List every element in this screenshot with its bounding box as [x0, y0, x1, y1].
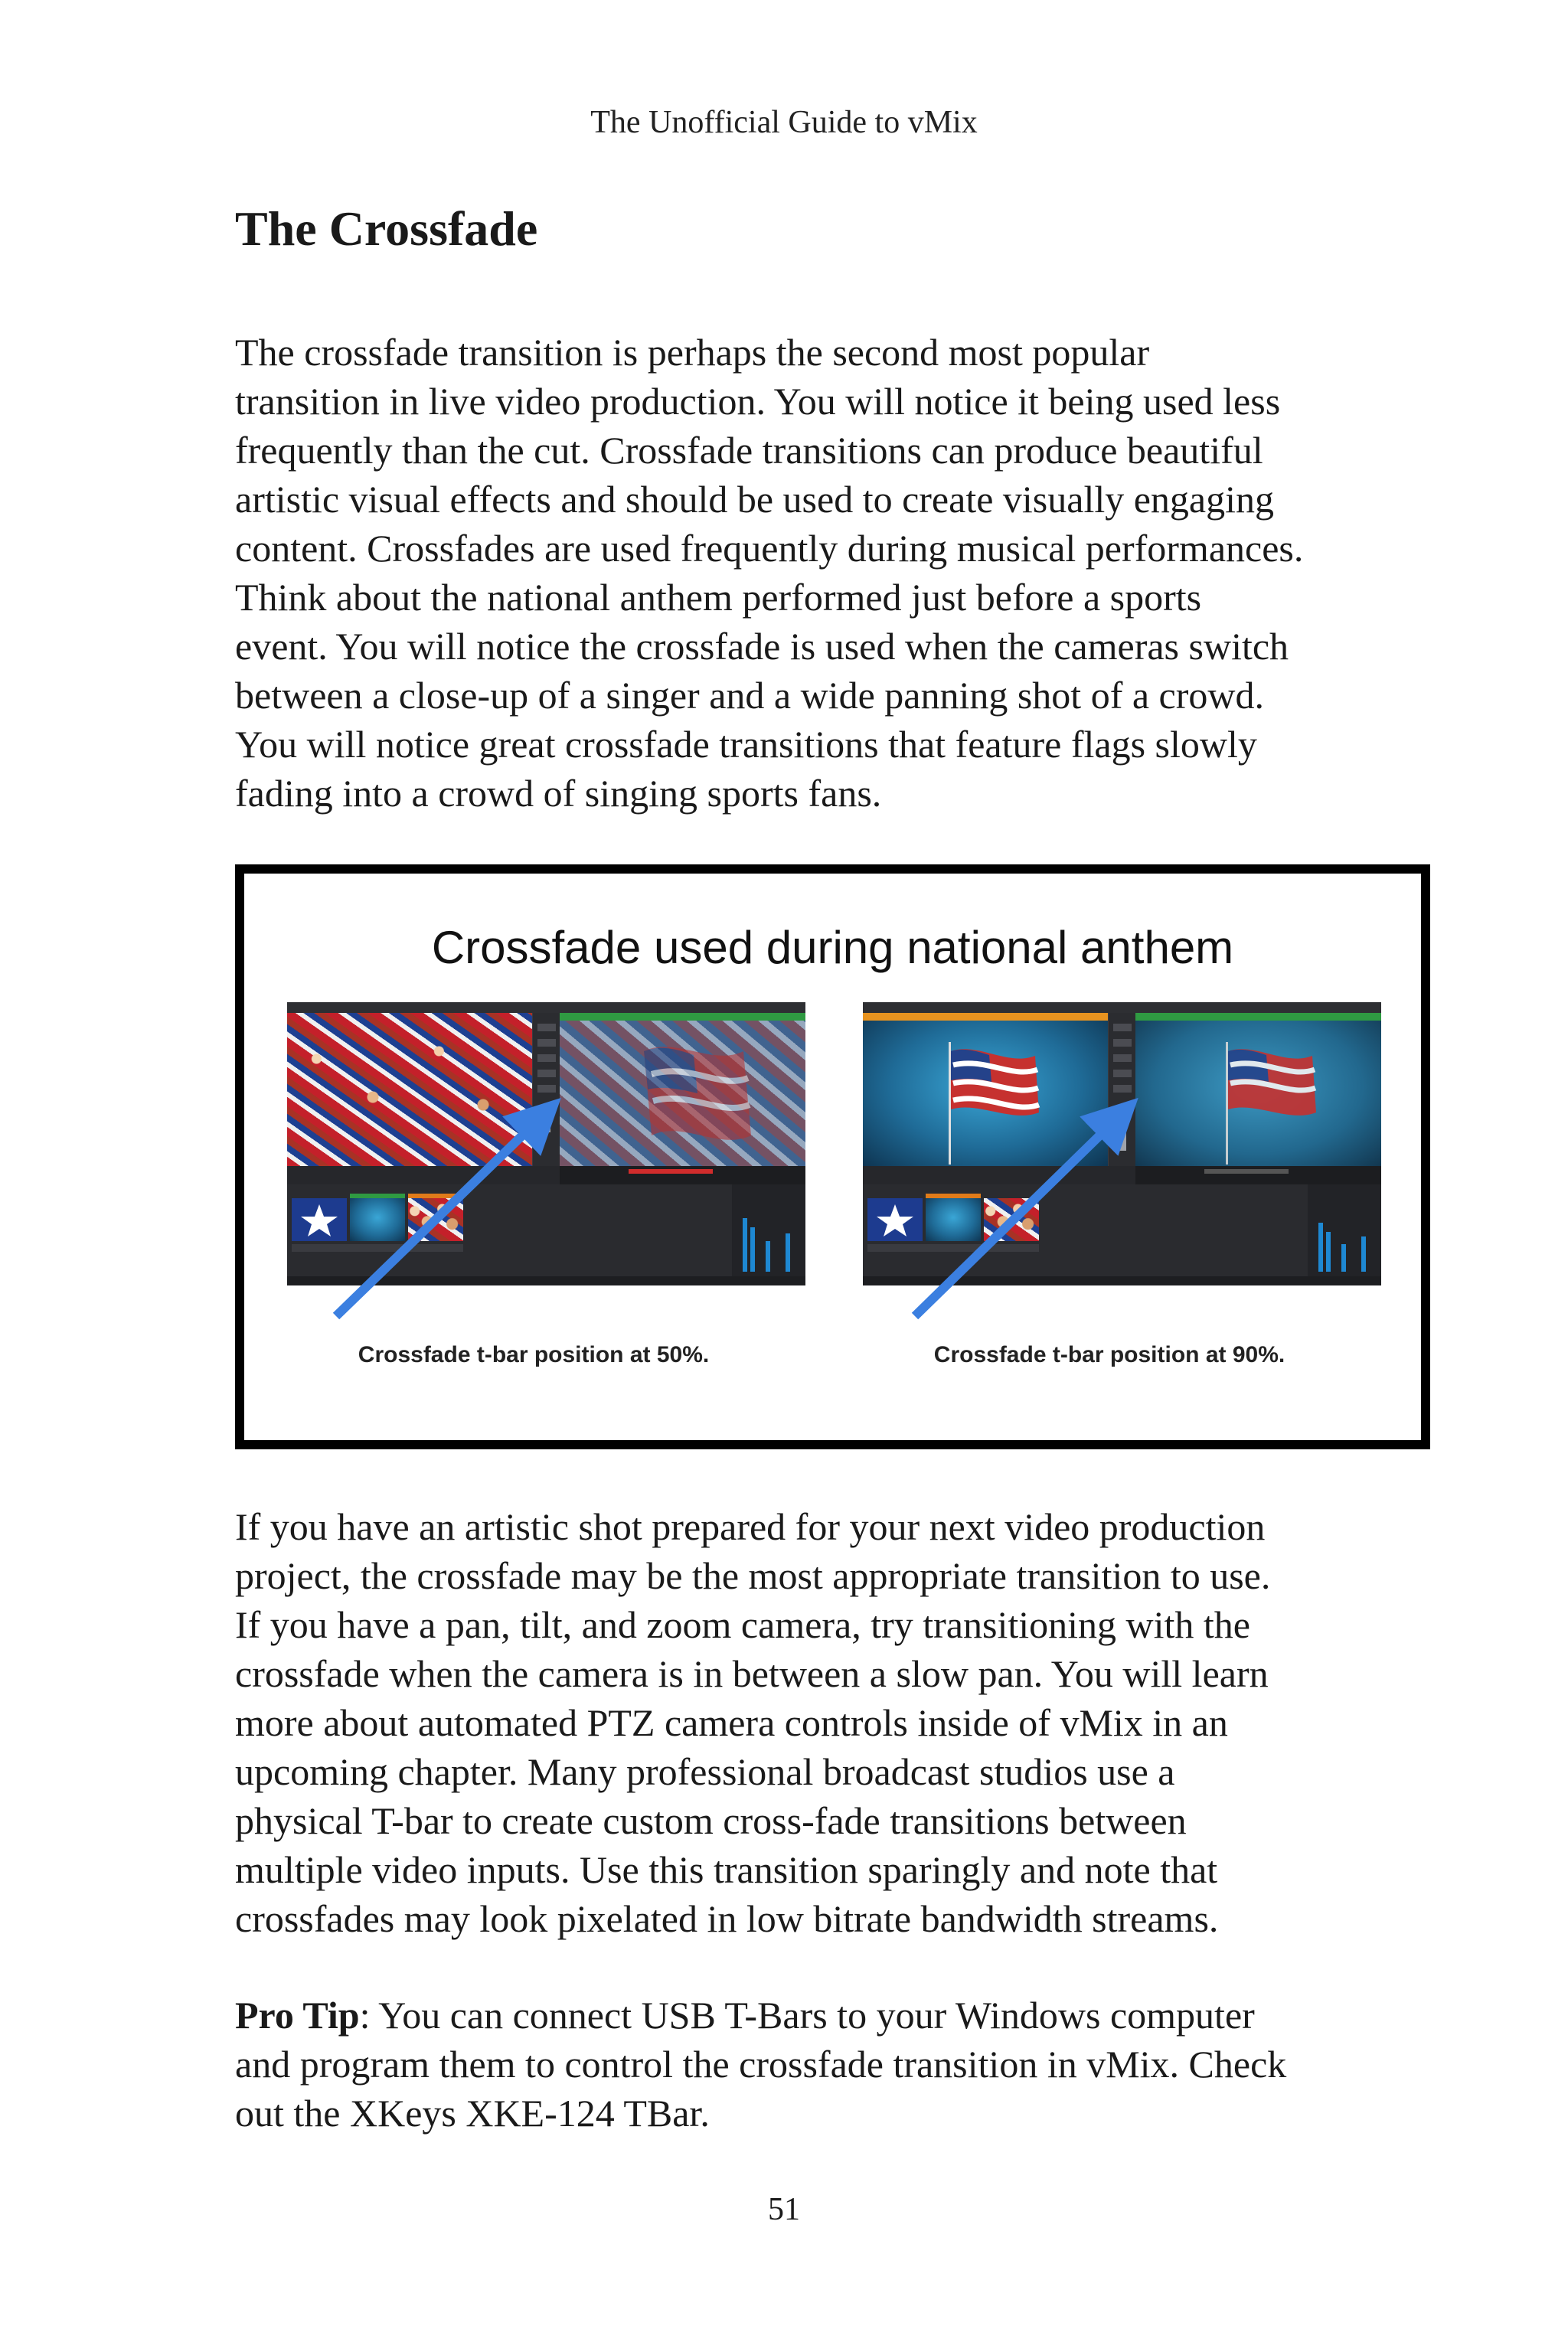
pro-tip-line: out the XKeys XKE-124 TBar.: [235, 2092, 710, 2135]
input-thumb-star: [867, 1198, 923, 1241]
text-line: crossfade when the camera is in between a slow pan. You will learn: [235, 1652, 1269, 1695]
input-thumb-crowd: [408, 1198, 463, 1241]
transition-button: [1113, 1085, 1132, 1093]
timecode-bar: [629, 1169, 713, 1174]
output-status-bar: [560, 1166, 805, 1184]
body-paragraph: [235, 1502, 1429, 1943]
transition-button: [537, 1039, 556, 1047]
input-thumb-star: [292, 1198, 347, 1241]
audio-mixer: [1308, 1184, 1381, 1285]
audio-meter: [1326, 1232, 1331, 1272]
vmix-screenshot-90: [863, 1002, 1381, 1285]
intro-paragraph: [235, 328, 1429, 818]
pro-tip-line: and program them to control the crossfade transition in vMix. Check: [235, 2043, 1287, 2086]
audio-meter: [1341, 1244, 1346, 1272]
text-line: more about automated PTZ camera controls inside of vMix in an: [235, 1701, 1228, 1744]
output-status-bar: [1135, 1166, 1381, 1184]
pro-tip: [235, 1991, 1429, 2138]
timecode-bar: [1204, 1169, 1289, 1174]
flag-overlay: [560, 1021, 805, 1166]
running-header: The Unofficial Guide to vMix: [590, 105, 978, 140]
caption-left: Crossfade t-bar position at 50%.: [358, 1342, 710, 1367]
input-tray: [863, 1184, 1381, 1285]
text-line: transition in live video production. You will notice it being used less: [235, 380, 1281, 423]
preview-tag: [350, 1194, 405, 1198]
crossfade-figure: [235, 864, 1430, 1449]
output-blend: [1135, 1021, 1381, 1166]
transition-button: [1113, 1070, 1132, 1077]
audio-meter: [786, 1233, 790, 1272]
status-bar: [287, 1276, 805, 1285]
text-line: content. Crossfades are used frequently during musical performances.: [235, 527, 1304, 570]
audio-meter: [1361, 1236, 1366, 1272]
input-controls-strip: [292, 1244, 463, 1252]
text-line: upcoming chapter. Many professional broadcast studios use a: [235, 1750, 1175, 1793]
text-line: You will notice great crossfade transitions that feature flags slowly: [235, 723, 1257, 766]
transition-button: [537, 1024, 556, 1031]
t-bar-handle: [543, 1105, 550, 1132]
input-thumb-crowd: [984, 1198, 1039, 1241]
output-blend: [560, 1021, 805, 1166]
star-icon: [292, 1198, 347, 1241]
audio-meter: [1318, 1223, 1323, 1272]
input-thumb-flag: [926, 1198, 981, 1241]
vmix-screenshot-50: [287, 1002, 805, 1285]
text-line: The crossfade transition is perhaps the second most popular: [235, 331, 1150, 374]
program-tag: [926, 1194, 981, 1198]
text-line: Think about the national anthem performed just before a sports: [235, 576, 1202, 619]
preview-flag: [863, 1021, 1108, 1166]
text-line: physical T-bar to create custom cross-fade transitions between: [235, 1799, 1187, 1842]
text-line: artistic visual effects and should be used to create visually engaging: [235, 478, 1275, 521]
t-bar-handle: [1119, 1123, 1126, 1151]
text-line: project, the crossfade may be the most appropriate transition to use.: [235, 1554, 1271, 1597]
status-bar: [863, 1276, 1381, 1285]
input-controls-strip: [867, 1244, 1039, 1252]
figure-title: Crossfade used during national anthem: [431, 922, 1234, 973]
output-header: [560, 1013, 805, 1021]
section-title: The Crossfade: [235, 201, 538, 256]
text-line: event. You will notice the crossfade is used when the cameras switch: [235, 625, 1289, 668]
pro-tip-line: [235, 1991, 1429, 2040]
transition-button: [1113, 1024, 1132, 1031]
audio-meter: [766, 1241, 770, 1272]
preview-crowd: [287, 1013, 532, 1166]
transition-controls: [1108, 1013, 1136, 1166]
input-tray: [287, 1184, 805, 1285]
transition-button: [1113, 1054, 1132, 1062]
text-line: If you have an artistic shot prepared for your next video production: [235, 1505, 1266, 1548]
transition-controls: [532, 1013, 560, 1166]
transition-button: [1113, 1039, 1132, 1047]
text-line: crossfades may look pixelated in low bitrate bandwidth streams.: [235, 1897, 1219, 1940]
input-thumb-flag: [350, 1198, 405, 1241]
audio-mixer: [732, 1184, 805, 1285]
pro-tip-label: Pro Tip: [235, 1994, 360, 2037]
flag-overlay: [1135, 1021, 1381, 1166]
text-line: fading into a crowd of singing sports fans.: [235, 772, 882, 815]
preview-header: [863, 1013, 1108, 1021]
text-line: between a close-up of a singer and a wide panning shot of a crowd.: [235, 674, 1264, 717]
caption-right: Crossfade t-bar position at 90%.: [933, 1342, 1285, 1367]
text-line: frequently than the cut. Crossfade transitions can produce beautiful: [235, 429, 1263, 472]
page-number: 51: [768, 2192, 800, 2227]
program-tag: [408, 1194, 463, 1198]
text-line: multiple video inputs. Use this transition sparingly and note that: [235, 1848, 1218, 1891]
transition-button: [537, 1054, 556, 1062]
flag-picture: [863, 1021, 1108, 1166]
menu-bar: [863, 1002, 1381, 1013]
menu-bar: [287, 1002, 805, 1013]
audio-meter: [743, 1218, 747, 1272]
audio-meter: [750, 1227, 755, 1272]
transition-button: [537, 1085, 556, 1093]
text-line: If you have a pan, tilt, and zoom camera, try transitioning with the: [235, 1603, 1251, 1646]
pro-tip-text: : You can connect USB T-Bars to your Windows computer: [359, 1994, 1255, 2037]
transition-button: [537, 1070, 556, 1077]
output-header: [1135, 1013, 1381, 1021]
star-icon: [867, 1198, 923, 1241]
